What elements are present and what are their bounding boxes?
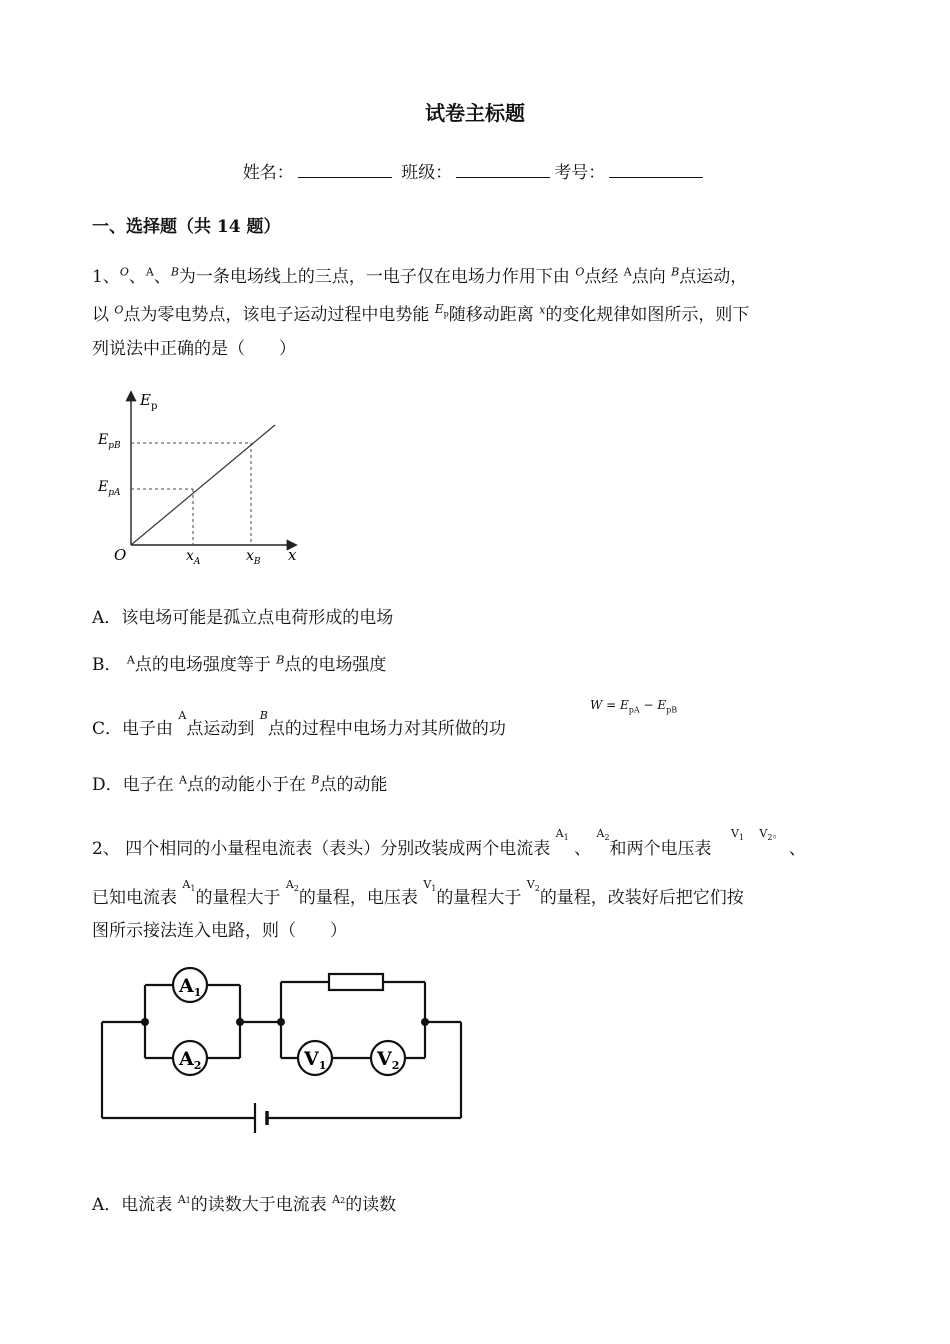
question-2-line-3: 图所示接法连入电路，则（ ） xyxy=(92,921,347,941)
class-label: 班级： xyxy=(401,163,453,183)
q1-option-b[interactable]: B． $^A$点的电场强度等于 $^B$点的电场强度 xyxy=(92,653,387,675)
y-axis-label: $E_p$ xyxy=(140,391,158,412)
xa-label: $x_A$ xyxy=(186,548,201,567)
svg-text:A2: $A_2$ xyxy=(179,1048,202,1072)
number-blank[interactable] xyxy=(609,163,703,178)
svg-text:V2: $V_2$ xyxy=(377,1048,400,1072)
question-2-line-2: 已知电流表 $^{A_1}$的量程大于 $^{A_2}$的量程，电压表 $^{V_1}$的量程大于 $^{V_2}$的量程，改装好后把它们按 xyxy=(92,878,744,908)
question-1-line-3: 列说法中正确的是（ ） xyxy=(92,339,296,359)
student-info-line xyxy=(0,158,950,183)
q1-option-d[interactable]: D．电子在 $^A$点的动能小于在 $^B$点的动能 xyxy=(92,773,388,795)
name-blank[interactable] xyxy=(298,163,392,178)
x-axis-label: x xyxy=(288,546,297,564)
ammeter-a1 xyxy=(173,968,207,1002)
page-title: 试卷主标题 xyxy=(425,101,525,125)
class-blank[interactable] xyxy=(456,163,550,178)
q1-option-c[interactable]: C．电子由 $^A$点运动到 $^B$点的过程中电场力对其所做的功 xyxy=(92,709,506,739)
epb-label: $E_{pB}$ xyxy=(98,432,121,451)
ammeter-a2 xyxy=(173,1041,207,1075)
work-formula: $W = E_{pA} - E_{pB}$ xyxy=(590,698,678,715)
section-heading: 一、选择题（共 14 题） xyxy=(92,217,281,237)
svg-text:V1: $V_1$ xyxy=(304,1048,327,1072)
question-1-line-1: 1、$^O$、$^A$、$^B$为一条电场线上的三点，一电子仅在电场力作用下由 $^O$点经 $^A$点向 $^B$点运动， xyxy=(92,265,748,287)
voltmeter-v2 xyxy=(371,1041,405,1075)
xb-label: $x_B$ xyxy=(246,548,261,567)
q1-option-a[interactable]: A．该电场可能是孤立点电荷形成的电场 xyxy=(92,608,394,628)
name-label: 姓名： xyxy=(242,163,294,183)
number-label: 考号： xyxy=(554,163,606,183)
circuit-diagram xyxy=(95,960,470,1140)
resistor xyxy=(329,974,383,990)
voltmeter-v1 xyxy=(298,1041,332,1075)
q2-option-a[interactable]: A．电流表 $^{A1}$的读数大于电流表 $^{A2}$的读数 xyxy=(92,1193,397,1215)
origin-label: O xyxy=(114,546,127,564)
svg-text:A1: $A_1$ xyxy=(179,975,202,999)
ep-x-graph xyxy=(90,385,320,575)
epa-label: $E_{pA}$ xyxy=(98,479,121,498)
question-1-line-2: 以 $^O$点为零电势点，该电子运动过程中电势能 $^{E_p}$随移动距离 $^x$的变化规律如图所示，则下 xyxy=(92,302,750,325)
question-2-line-1: 2、 四个相同的小量程电流表（表头）分别改装成两个电流表 $^{A_1}$ 、 $^{A_2}$和两个电压表 $^{V_1}$ $^{V_2。}$ 、 xyxy=(92,827,806,859)
